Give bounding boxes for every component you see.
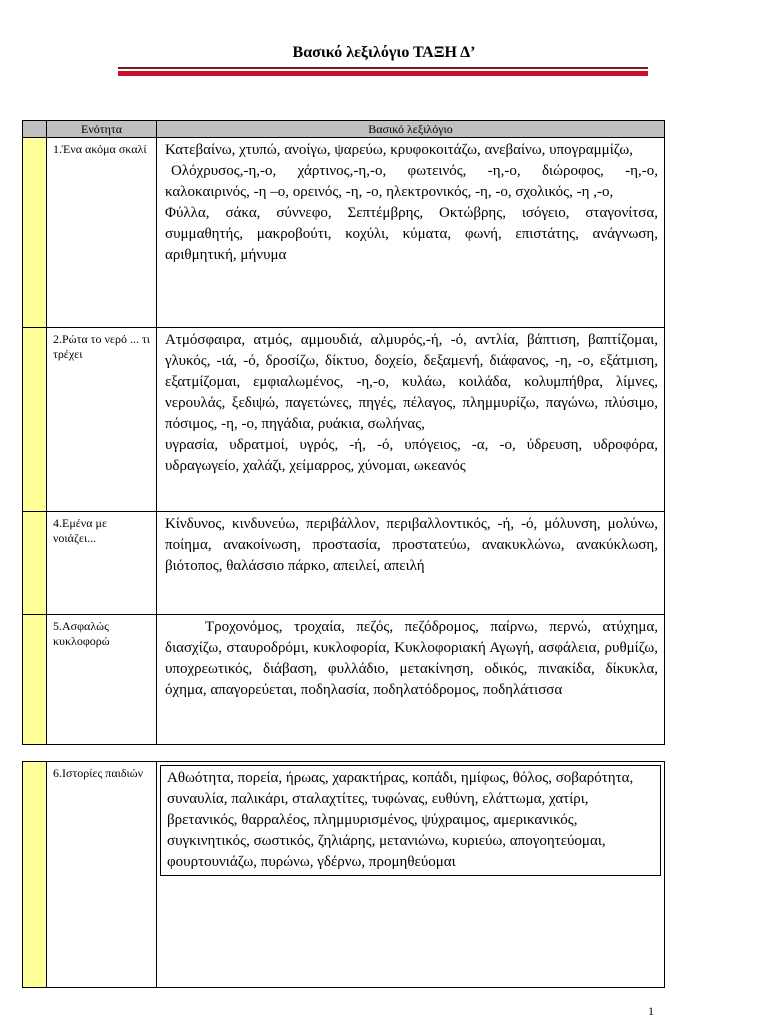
title-underline-dark <box>118 67 648 69</box>
marker-cell <box>23 512 47 615</box>
table-row <box>23 328 665 512</box>
vocabulary-words: Τροχονόμος, τροχαία, πεζός, πεζόδρομος, παίρνω, περνώ, ατύχημα, διασχίζω, σταυροδρόμι, κυκλοφορία, Κυκλοφοριακή Αγωγή, ασφάλεια, ρυθμίζω, υποχρεωτικός, διάβαση, φυλλάδιο, μετακίνηση, οδικός, πινακίδα, δίκυκλα, όχημα, απαγορεύεται, ποδηλασία, ποδηλατόδρομος, ποδηλάτισσα <box>165 619 658 698</box>
page-number: 1 <box>648 1004 654 1018</box>
unit-label: 5.Ασφαλώς κυκλοφορώ <box>53 619 110 648</box>
vocabulary-words: Ατμόσφαιρα, ατμός, αμμουδιά, αλμυρός,-ή, -ό, αντλία, βάπτιση, βαπτίζομαι, γλυκός, -ιά, -ό, δροσίζω, δίκτυο, δοχείο, δεξαμενή, διάφανος, -η, -ο, εξάτμιση, εξατμίζομαι, εμφιαλωμένος, -η,-ο, κυλάω, κοιλάδα, κολυμπήθρα, λίμνες, νερουλάς, ξεδιψώ, παγετώνες, πηγές, πέλαγος, πλημμυρίζω, παγώνω, πλύσιμο, πόσιμος, -η, -ο, πηγάδια, ρυάκια, σωλήνας, <box>165 332 658 432</box>
table-row <box>23 138 665 328</box>
vocabulary-cell <box>157 615 665 745</box>
marker-cell <box>23 138 47 328</box>
marker-cell <box>23 615 47 745</box>
header-unit: Ενότητα <box>47 121 157 138</box>
title-underline-red <box>118 71 648 76</box>
vocabulary-words: Κίνδυνος, κινδυνεύω, περιβάλλον, περιβαλλοντικός, -ή, -ό, μόλυνση, μολύνω, ποίημα, ανακοίνωση, προστασία, προστατεύω, ανακυκλώνω, ανακύκλωση, βιότοπος, θαλάσσιο πάρκο, απειλεί, απειλή <box>165 516 658 574</box>
table-header-row <box>23 121 665 138</box>
vocabulary-nouns: Φύλλα, σάκα, σύννεφο, Σεπτέμβρης, Οκτώβρης, ισόγειο, σταγονίτσα, συμμαθητής, μακροβούτι, κοχύλι, κύματα, φωνή, επιστάτης, ανάγνωση, αριθμητική, μήνυμα <box>165 205 658 263</box>
unit-cell <box>47 762 157 988</box>
unit-label: 4.Εμένα με νοιάζει... <box>53 516 107 545</box>
vocabulary-adjectives: Ολόχρυσος,-η,-ο, χάρτινος,-η,-ο, φωτεινός, -η,-ο, διώροφος, -η,-ο, καλοκαιρινός, -η –ο, ορεινός, -η, -ο, ηλεκτρονικός, -η, -ο, σχολικός, -η ,-ο, <box>165 163 658 200</box>
unit-cell <box>47 512 157 615</box>
unit-cell <box>47 615 157 745</box>
unit-label: 2.Ρώτα το νερό ... τι τρέχει <box>53 332 151 361</box>
vocabulary-table-2 <box>22 761 665 988</box>
table-row <box>23 512 665 615</box>
unit-cell <box>47 138 157 328</box>
document-title: Βασικό λεξιλόγιο ΤΑΞΗ Δ’ <box>292 44 476 61</box>
vocabulary-cell <box>157 762 665 988</box>
vocabulary-cell <box>157 328 665 512</box>
vocabulary-words: Αθωότητα, πορεία, ήρωας, χαρακτήρας, κοπάδι, ημίφως, θόλος, σοβαρότητα, συναυλία, παλικάρι, σταλαχτίτες, τυφώνας, ευθύνη, ελάττωμα, χατίρι, βρετανικός, θαρραλέος, πλημμυρισμένος, ψύχραιμος, αμερικανικός, συγκινητικός, σωστικός, ζηλιάρης, μετανιώνω, κυριεύω, απογοητεύομαι, φουρτουνιάζω, πυρώνω, γδέρνω, προμηθεύομαι <box>167 770 634 870</box>
unit-label: 1.Ένα ακόμα σκαλί <box>53 142 147 156</box>
marker-cell <box>23 328 47 512</box>
table-row <box>23 615 665 745</box>
vocabulary-cell <box>157 512 665 615</box>
unit-label: 6.Ιστορίες παιδιών <box>53 766 144 780</box>
vocabulary-table <box>22 120 665 745</box>
unit-cell <box>47 328 157 512</box>
header-vocabulary: Βασικό λεξιλόγιο <box>157 121 665 138</box>
vocabulary-words: υγρασία, υδρατμοί, υγρός, -ή, -ό, υπόγειος, -α, -ο, ύδρευση, υδροφόρα, υδραγωγείο, χαλάζι, χείμαρρος, χύνομαι, ωκεανός <box>165 437 658 474</box>
vocabulary-verbs: Κατεβαίνω, χτυπώ, ανοίγω, ψαρεύω, κρυφοκοιτάζω, ανεβαίνω, υπογραμμίζω, <box>165 142 634 158</box>
table-row <box>23 762 665 988</box>
marker-cell <box>23 121 47 138</box>
marker-cell <box>23 762 47 988</box>
vocabulary-cell <box>157 138 665 328</box>
